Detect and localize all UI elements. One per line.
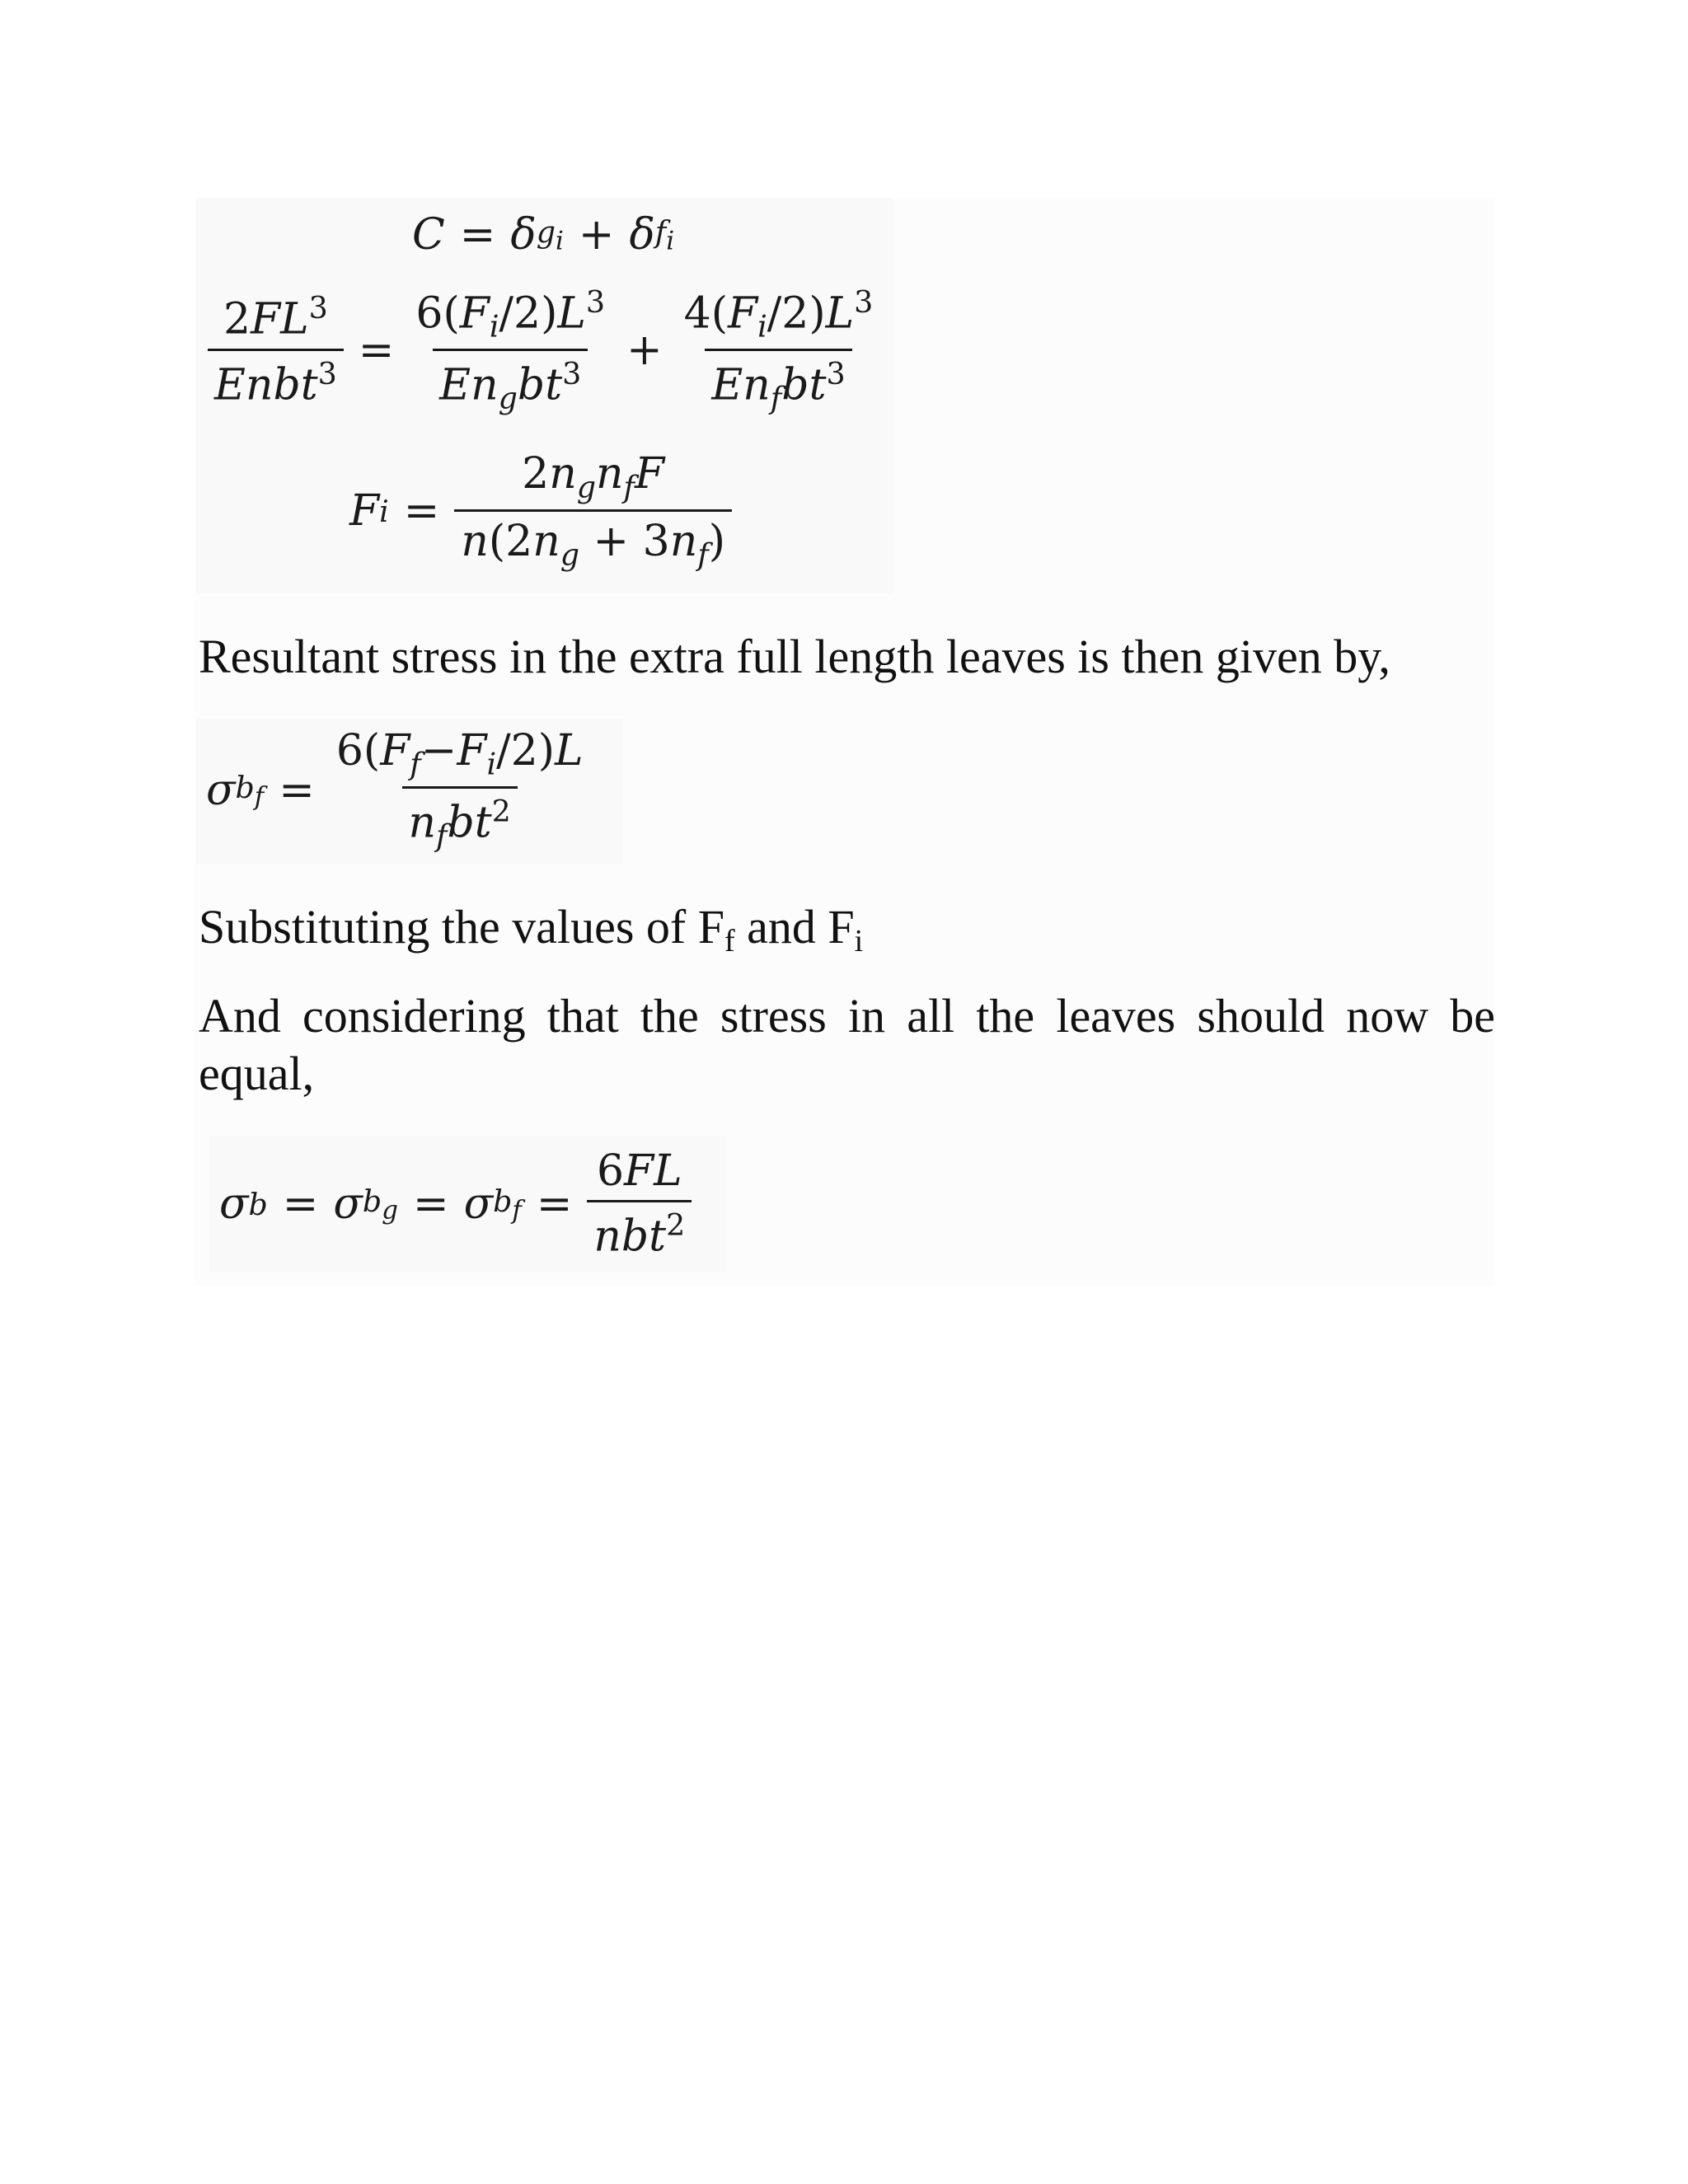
paragraph-substituting-values (199, 898, 1501, 970)
equation-sigma-bf: σ $b_f$ = $\frac{6(F_f-F_i/2)L}{n_fbt^2}$ (206, 726, 584, 854)
paragraph-considering-stress: And considering that the stress in all the leaves should now be equal, (199, 989, 1495, 1100)
paragraph-text-prefix: Substituting the values of F (199, 900, 724, 954)
subscript-i: i (854, 924, 864, 958)
equation-deflection-equality: $\frac{2FL^3}{Enbt^3}$ = $\frac{6(F_i/2)L^3}{En_gbt^3}$ + $\frac{4(F_i/2)L^3}{En_fbt^3}$ (208, 288, 879, 412)
equation-fi-value: F i = $\frac{2n_gn_fF}{n(2n_g + 3n_f)}$ (349, 445, 732, 577)
paragraph-resultant-stress: Resultant stress in the extra full length leaves is then given by, (199, 630, 1390, 683)
subscript-f: f (724, 924, 735, 958)
equation-sigma-equal: σ b = σ $b_g$ = σ $b_f$ = $\frac{6FL}{nbt^2}$ (219, 1142, 692, 1266)
equation-image-equal-stress (209, 1136, 725, 1272)
equation-image-deflection (196, 198, 893, 593)
equation-c-deflection-sum: C = δ $g_i$ + δ $f_i$ (412, 210, 675, 260)
equation-image-stress-full-length (196, 719, 623, 864)
paragraph-text-mid: and F (734, 900, 855, 954)
